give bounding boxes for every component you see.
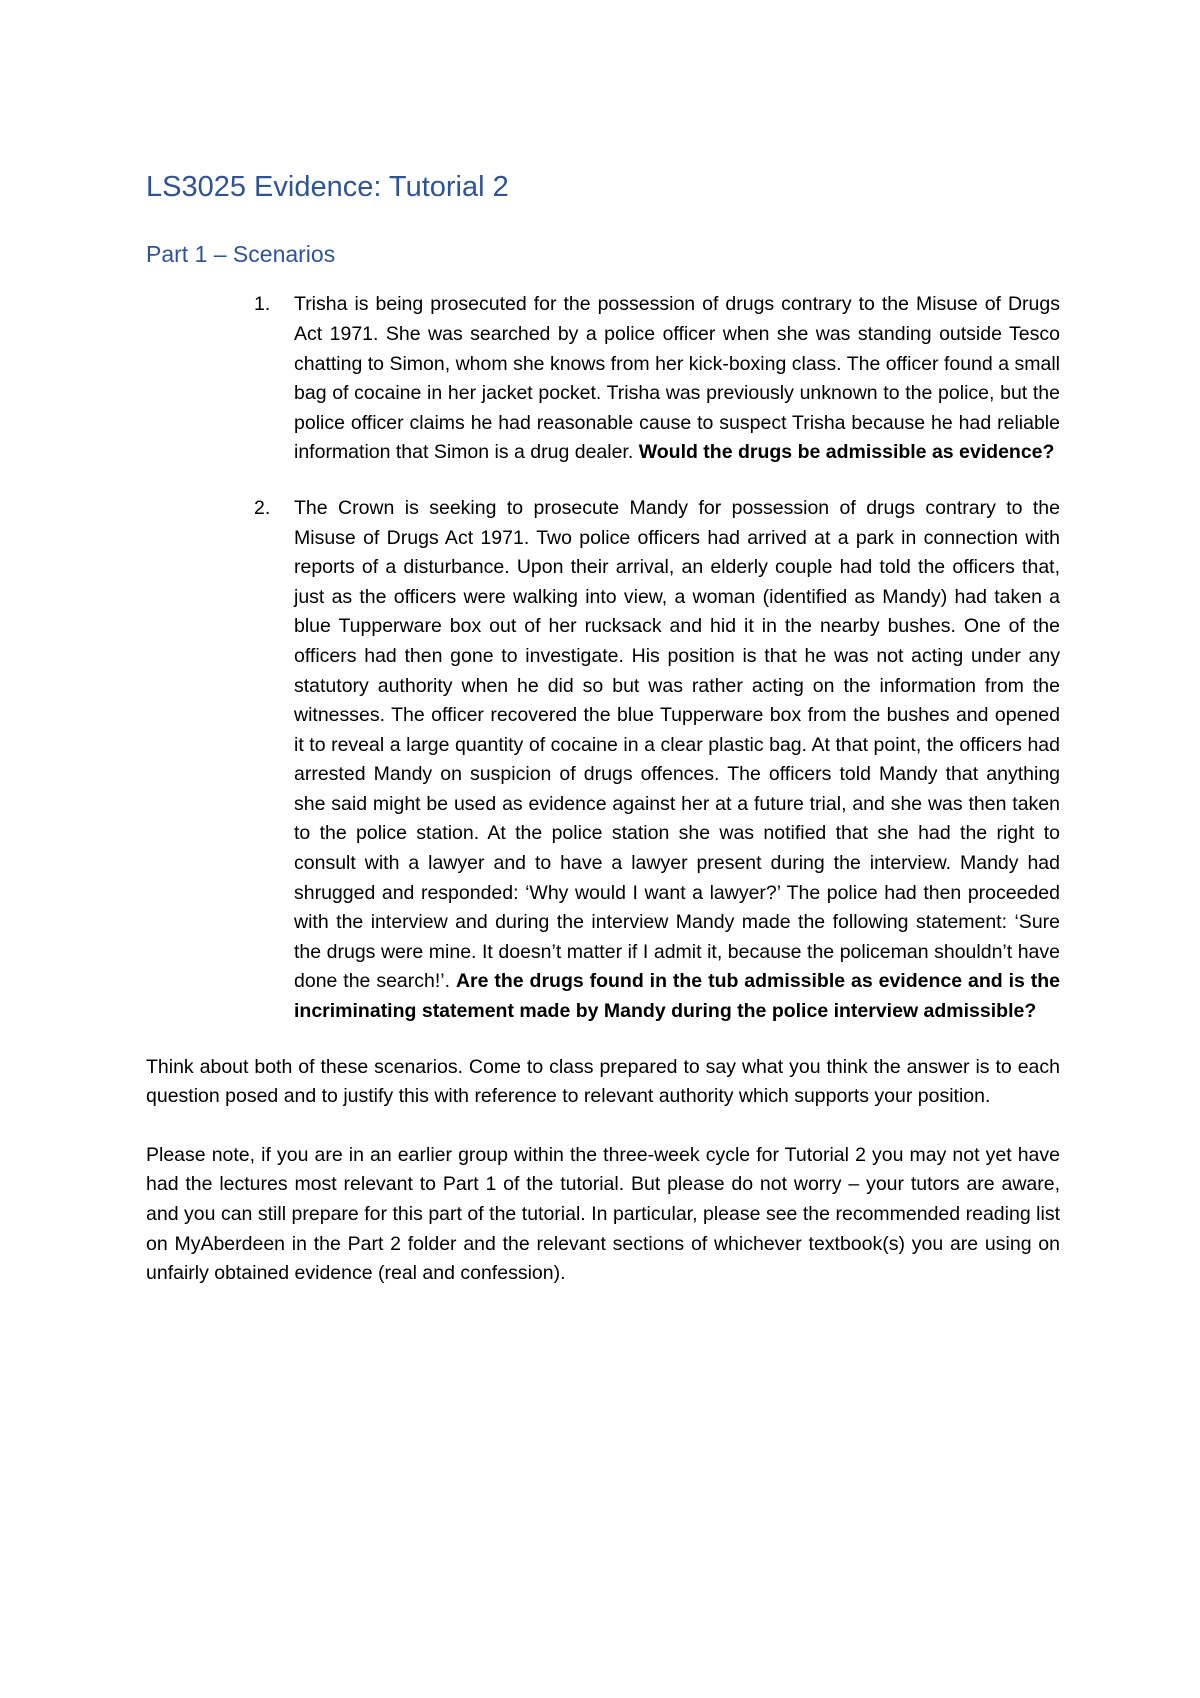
document-title: LS3025 Evidence: Tutorial 2 xyxy=(146,171,509,203)
scenario-body: The Crown is seeking to prosecute Mandy for possession of drugs contrary to the Misuse of Drugs Act 1971. Two police officers had arrived at a park in connection with reports of a disturbance. Upon their arrival, an elderly couple had told the officers that, just as the officers were walking into view, a woman (identified as Mandy) had taken a blue Tupperware box out of her rucksack and hid it in the nearby bushes. One of the officers had then gone to investigate. His position is that he was not acting under any statutory authority when he did so but was rather acting on the information from the witnesses. The officer recovered the blue Tupperware box from the bushes and opened it to reveal a large quantity of cocaine in a clear plastic bag. At that point, the officers had arrested Mandy on suspicion of drugs offences. The officers told Mandy that anything she said might be used as evidence against her at a future trial, and she was then taken to the police station. At the police station she was notified that she had the right to consult with a lawyer and to have a lawyer present during the interview. Mandy had shrugged and responded: ‘Why would I want a lawyer?’ The police had then proceeded with the interview and during the interview Mandy made the following statement: ‘Sure the drugs were mine. It doesn’t matter if I admit it, because the policeman shouldn’t have done the search!’. xyxy=(294,496,1060,993)
instruction-paragraph: Think about both of these scenarios. Come to class prepared to say what you think the answer is to each question posed and to justify this with reference to relevant authority which supports your position. xyxy=(146,1055,1060,1108)
scenario-number: 2. xyxy=(254,496,271,519)
part1-heading: Part 1 – Scenarios xyxy=(146,240,336,267)
scenario-text xyxy=(294,290,1060,468)
list-item xyxy=(146,494,1060,1027)
scenario-question: Would the drugs be admissible as evidence? xyxy=(638,441,1055,464)
scenario-list xyxy=(146,290,1060,1026)
scenario-number: 1. xyxy=(254,293,271,316)
list-item xyxy=(146,290,1060,468)
scenario-question: Are the drugs found in the tub admissible as evidence and is the incriminating statement made by Mandy during the police interview admissible? xyxy=(294,970,1060,1023)
scenario-body: Trisha is being prosecuted for the possession of drugs contrary to the Misuse of Drugs Act 1971. She was searched by a police officer when she was standing outside Tesco chatting to Simon, whom she knows from her kick-boxing class. The officer found a small bag of cocaine in her jacket pocket. Trisha was previously unknown to the police, but the police officer claims he had reasonable cause to suspect Trisha because he had reliable information that Simon is a drug dealer. xyxy=(294,293,1060,464)
note-paragraph: Please note, if you are in an earlier group within the three-week cycle for Tutorial 2 you may not yet have had the lectures most relevant to Part 1 of the tutorial. But please do not worry – your tutors are aware, and you can still prepare for this part of the tutorial. In particular, please see the recommended reading list on MyAberdeen in the Part 2 folder and the relevant sections of whichever textbook(s) you are using on unfairly obtained evidence (real and confession). xyxy=(146,1143,1060,1285)
scenario-text xyxy=(294,494,1060,1027)
